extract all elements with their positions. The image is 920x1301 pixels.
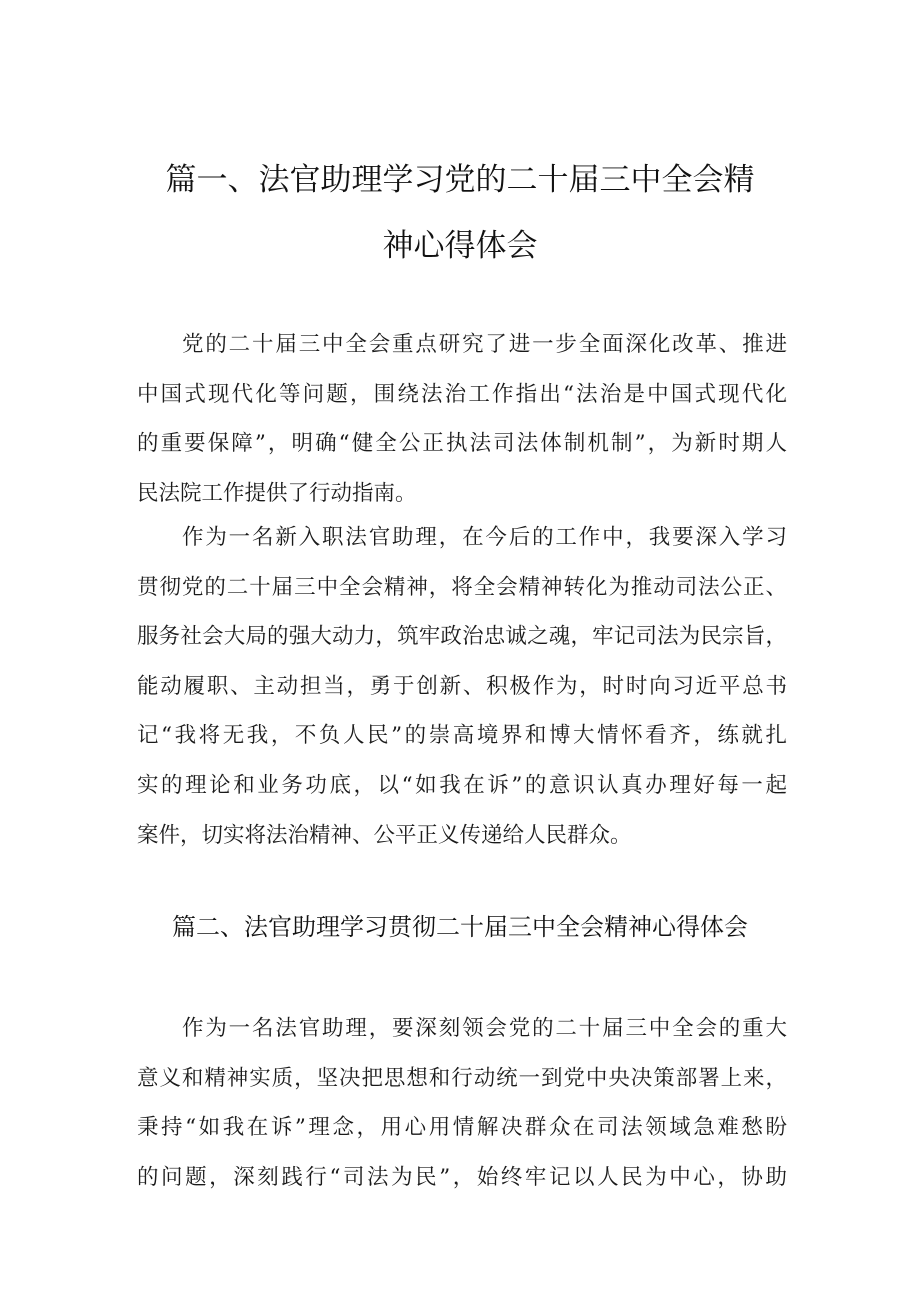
section2-paragraph-1: [137, 1004, 787, 1202]
paragraph-line: 能动履职、主动担当，勇于创新、积极作为，时时向习近平总书: [137, 673, 787, 699]
paragraph-line: 秉持“如我在诉”理念，用心用情解决群众在司法领域急难愁盼: [137, 1115, 787, 1141]
paragraph-line: 记“我将无我，不负人民”的崇高境界和博大情怀看齐，练就扎: [137, 723, 787, 749]
paragraph-line: 服务社会大局的强大动力，筑牢政治忠诚之魂，牢记司法为民宗旨，: [137, 624, 787, 650]
paragraph-line: 意义和精神实质，坚决把思想和行动统一到党中央决策部署上来，: [137, 1065, 787, 1091]
section1-title-line: 神心得体会: [382, 228, 538, 264]
paragraph-line: 党的二十届三中全会重点研究了进一步全面深化改革、推进: [182, 332, 787, 357]
paragraph-line: 的问题，深刻践行“司法为民”，始终牢记以人民为中心，协助: [137, 1164, 787, 1190]
paragraph-line: 的重要保障”，明确“健全公正执法司法体制机制”，为新时期人: [137, 431, 787, 457]
section1-title: [0, 160, 920, 266]
paragraph-line: 贯彻党的二十届三中全会精神，将全会精神转化为推动司法公正、: [137, 574, 787, 600]
paragraph-line: 实的理论和业务功底，以“如我在诉”的意识认真办理好每一起: [137, 772, 787, 798]
section1-paragraph-2: [137, 513, 787, 860]
section1-paragraph-1: [137, 320, 787, 518]
paragraph-line: 民法院工作提供了行动指南。: [137, 480, 417, 506]
paragraph-line: 作为一名新入职法官助理，在今后的工作中，我要深入学习: [182, 525, 787, 550]
section1-title-line: 篇一、法官助理学习党的二十届三中全会精: [165, 162, 755, 198]
paragraph-line: 案件，切实将法治精神、公平正义传递给人民群众。: [137, 822, 632, 848]
paragraph-line: 中国式现代化等问题，围绕法治工作指出“法治是中国式现代化: [137, 381, 787, 407]
paragraph-line: 作为一名法官助理，要深刻领会党的二十届三中全会的重大: [182, 1016, 787, 1041]
section2-title: 篇二、法官助理学习贯彻二十届三中全会精神心得体会: [172, 913, 748, 941]
